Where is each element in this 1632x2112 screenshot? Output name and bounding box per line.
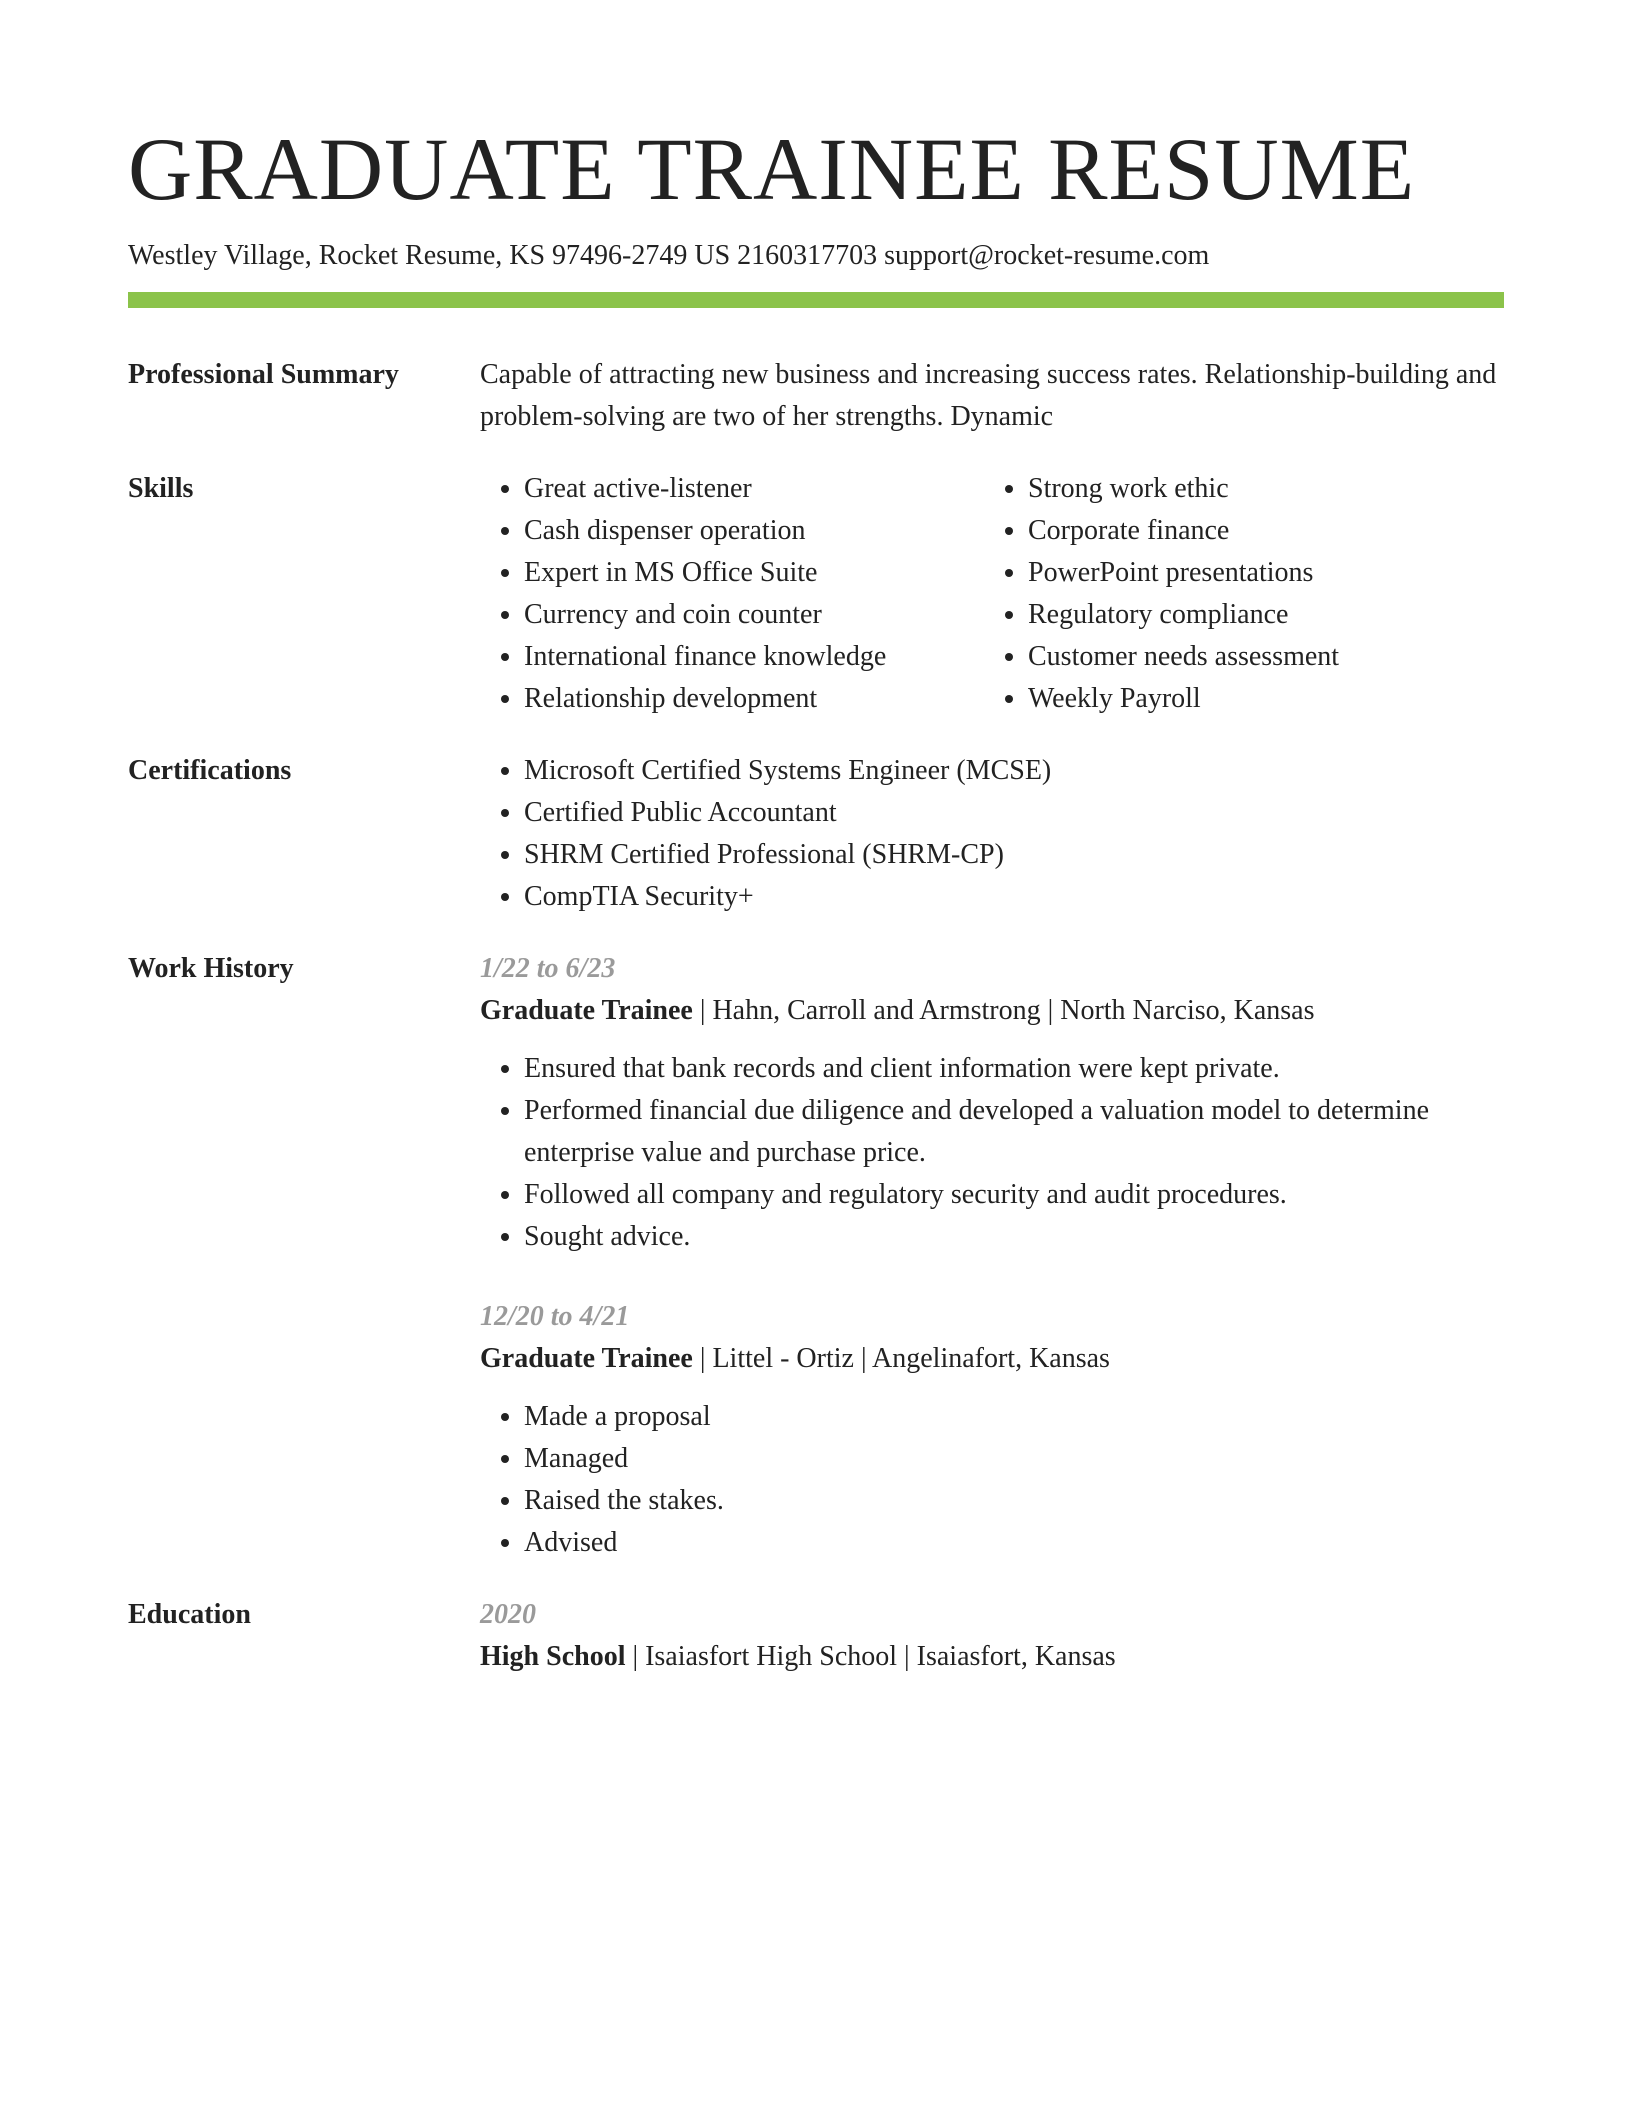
education-body: [480, 1594, 1504, 1678]
education-details: | Isaiasfort High School | Isaiasfort, Kansas: [625, 1641, 1116, 1672]
skill-item: • Expert in MS Office Suite: [524, 552, 984, 594]
education-label: Education: [128, 1599, 251, 1630]
job-bullets: [480, 1396, 1504, 1564]
skill-item: • Customer needs assessment: [1028, 636, 1488, 678]
skill-item: • Currency and coin counter: [524, 594, 984, 636]
contact-line: Westley Village, Rocket Resume, KS 97496-2749 US 2160317703 support@rocket-resume.com: [128, 240, 1210, 271]
job-bullets: [480, 1048, 1504, 1258]
certification-item: • Microsoft Certified Systems Engineer (MCSE): [524, 750, 1504, 792]
skill-item: • Regulatory compliance: [1028, 594, 1488, 636]
job-details: | Hahn, Carroll and Armstrong | North Narciso, Kansas: [692, 995, 1315, 1026]
job-bullet: • Advised: [524, 1522, 1504, 1564]
certifications-body: [480, 750, 1504, 918]
summary-body: [480, 354, 1504, 438]
resume-title: GRADUATE TRAINEE RESUME: [128, 121, 1416, 219]
job-heading: [480, 1338, 1504, 1380]
work-history-label: Work History: [128, 953, 294, 984]
certifications-list: [480, 750, 1504, 918]
job-entry: [480, 1296, 1504, 1564]
job-bullet: • Made a proposal: [524, 1396, 1504, 1438]
skills-grid: [480, 468, 1504, 720]
job-title: Graduate Trainee: [480, 995, 693, 1026]
certification-item: • CompTIA Security+: [524, 876, 1504, 918]
work-history-section: [128, 948, 1504, 1564]
skills-section: [128, 468, 1504, 720]
education-heading: [480, 1636, 1504, 1678]
job-bullet: • Sought advice.: [524, 1216, 1504, 1258]
job-details: | Littel - Ortiz | Angelinafort, Kansas: [692, 1343, 1110, 1374]
education-degree: High School: [480, 1641, 626, 1672]
skills-column-right: [984, 468, 1488, 720]
certification-item: • SHRM Certified Professional (SHRM-CP): [524, 834, 1504, 876]
summary-section: [128, 354, 1504, 438]
job-heading: [480, 990, 1504, 1032]
skill-item: • Relationship development: [524, 678, 984, 720]
certification-item: • Certified Public Accountant: [524, 792, 1504, 834]
job-bullet: • Performed financial due diligence and developed a valuation model to determine enterprise value and purchase price.: [524, 1090, 1504, 1174]
job-entry: [480, 948, 1504, 1258]
skill-item: • Cash dispenser operation: [524, 510, 984, 552]
skill-item: • PowerPoint presentations: [1028, 552, 1488, 594]
skills-list-left: [480, 468, 984, 720]
accent-rule: [128, 292, 1504, 308]
summary-label: Professional Summary: [128, 359, 399, 390]
skills-column-left: [480, 468, 984, 720]
certifications-label: Certifications: [128, 755, 292, 786]
skills-label: Skills: [128, 473, 194, 504]
certifications-section: [128, 750, 1504, 918]
skill-item: • Great active-listener: [524, 468, 984, 510]
work-history-body: [480, 948, 1504, 1564]
skill-item: • Corporate finance: [1028, 510, 1488, 552]
skills-list-right: [984, 468, 1488, 720]
job-dates: 1/22 to 6/23: [480, 953, 616, 984]
education-year: 2020: [480, 1599, 536, 1630]
job-bullet: • Followed all company and regulatory security and audit procedures.: [524, 1174, 1504, 1216]
education-section: [128, 1594, 1504, 1678]
job-bullet: • Ensured that bank records and client information were kept private.: [524, 1048, 1504, 1090]
skill-item: • Strong work ethic: [1028, 468, 1488, 510]
job-title: Graduate Trainee: [480, 1343, 693, 1374]
skill-item: • International finance knowledge: [524, 636, 984, 678]
skills-body: [480, 468, 1504, 720]
job-dates: 12/20 to 4/21: [480, 1301, 630, 1332]
summary-text: Capable of attracting new business and increasing success rates. Relationship-building and problem-solving are two of her strengths. Dynamic: [480, 359, 1497, 432]
skill-item: • Weekly Payroll: [1028, 678, 1488, 720]
job-bullet: • Raised the stakes.: [524, 1480, 1504, 1522]
job-bullet: • Managed: [524, 1438, 1504, 1480]
